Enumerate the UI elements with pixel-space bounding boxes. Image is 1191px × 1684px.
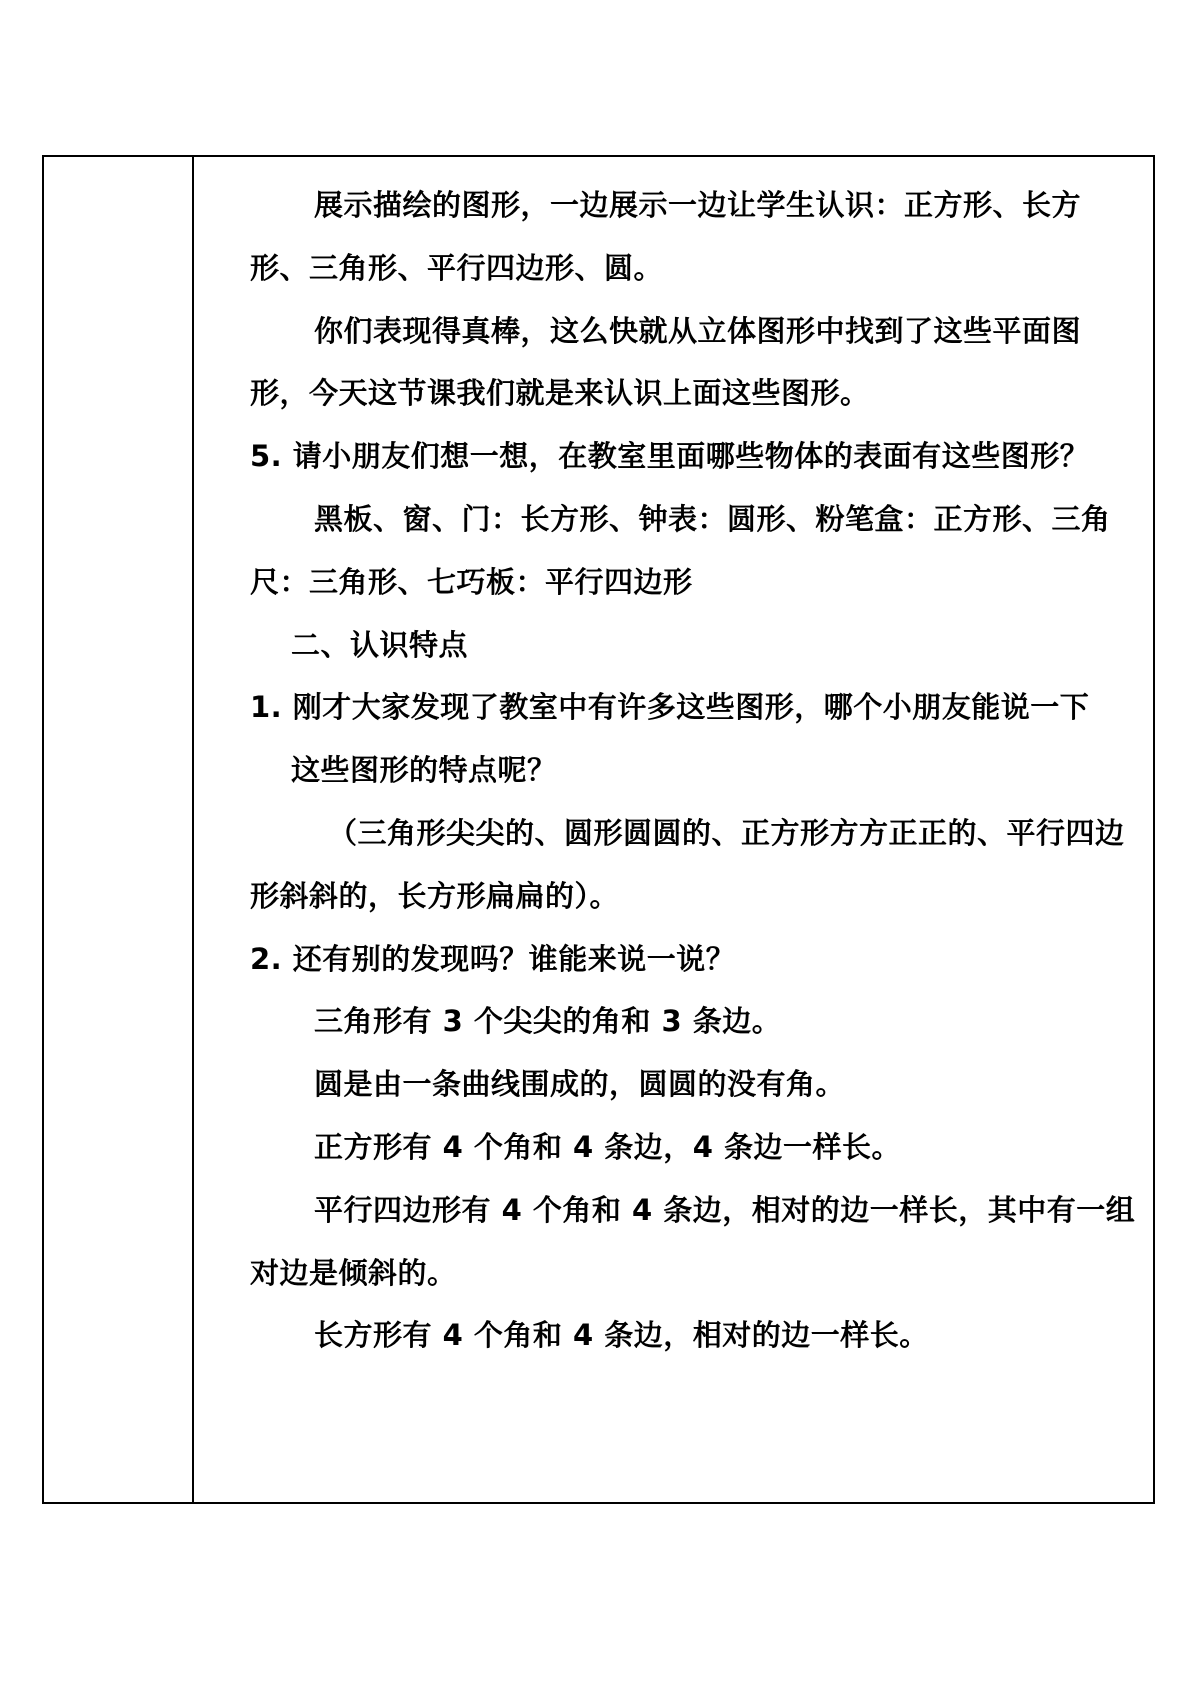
text-line: 对边是倾斜的。 <box>250 1255 457 1290</box>
lesson-table <box>42 155 1155 1504</box>
text-line: 你们表现得真棒，这么快就从立体图形中找到了这些平面图 <box>314 313 1082 348</box>
text-line: 黑板、窗、门：长方形、钟表：圆形、粉笔盒：正方形、三角 <box>314 501 1111 536</box>
text-line: 这些图形的特点呢？ <box>291 753 557 788</box>
text-line: 2. 还有别的发现吗？谁能来说一说？ <box>250 941 736 976</box>
text-line: 平行四边形有 4 个角和 4 条边，相对的边一样长，其中有一组 <box>314 1192 1136 1227</box>
text-line: 展示描绘的图形，一边展示一边让学生认识：正方形、长方 <box>314 188 1082 222</box>
text-line: 1. 刚才大家发现了教室中有许多这些图形，哪个小朋友能说一下 <box>250 690 1090 725</box>
text-line: 形，今天这节课我们就是来认识上面这些图形。 <box>250 376 870 411</box>
section-heading: 二、认识特点 <box>291 627 469 662</box>
text-line: 长方形有 4 个角和 4 条边，相对的边一样长。 <box>314 1318 929 1353</box>
text-line: 圆是由一条曲线围成的，圆圆的没有角。 <box>314 1067 846 1102</box>
text-line: （三角形尖尖的、圆形圆圆的、正方形方方正正的、平行四边 <box>328 815 1125 850</box>
table-left-cell <box>44 157 194 1502</box>
text-line: 三角形有 3 个尖尖的角和 3 条边。 <box>314 1004 782 1039</box>
lesson-content <box>250 174 1150 1367</box>
table-right-cell <box>194 157 1153 1502</box>
text-line: 形、三角形、平行四边形、圆。 <box>250 250 664 285</box>
text-line: 正方形有 4 个角和 4 条边，4 条边一样长。 <box>314 1129 902 1164</box>
text-line: 5. 请小朋友们想一想，在教室里面哪些物体的表面有这些图形？ <box>250 439 1090 474</box>
text-line: 形斜斜的，长方形扁扁的）。 <box>250 878 620 913</box>
text-line: 尺：三角形、七巧板：平行四边形 <box>250 564 693 599</box>
